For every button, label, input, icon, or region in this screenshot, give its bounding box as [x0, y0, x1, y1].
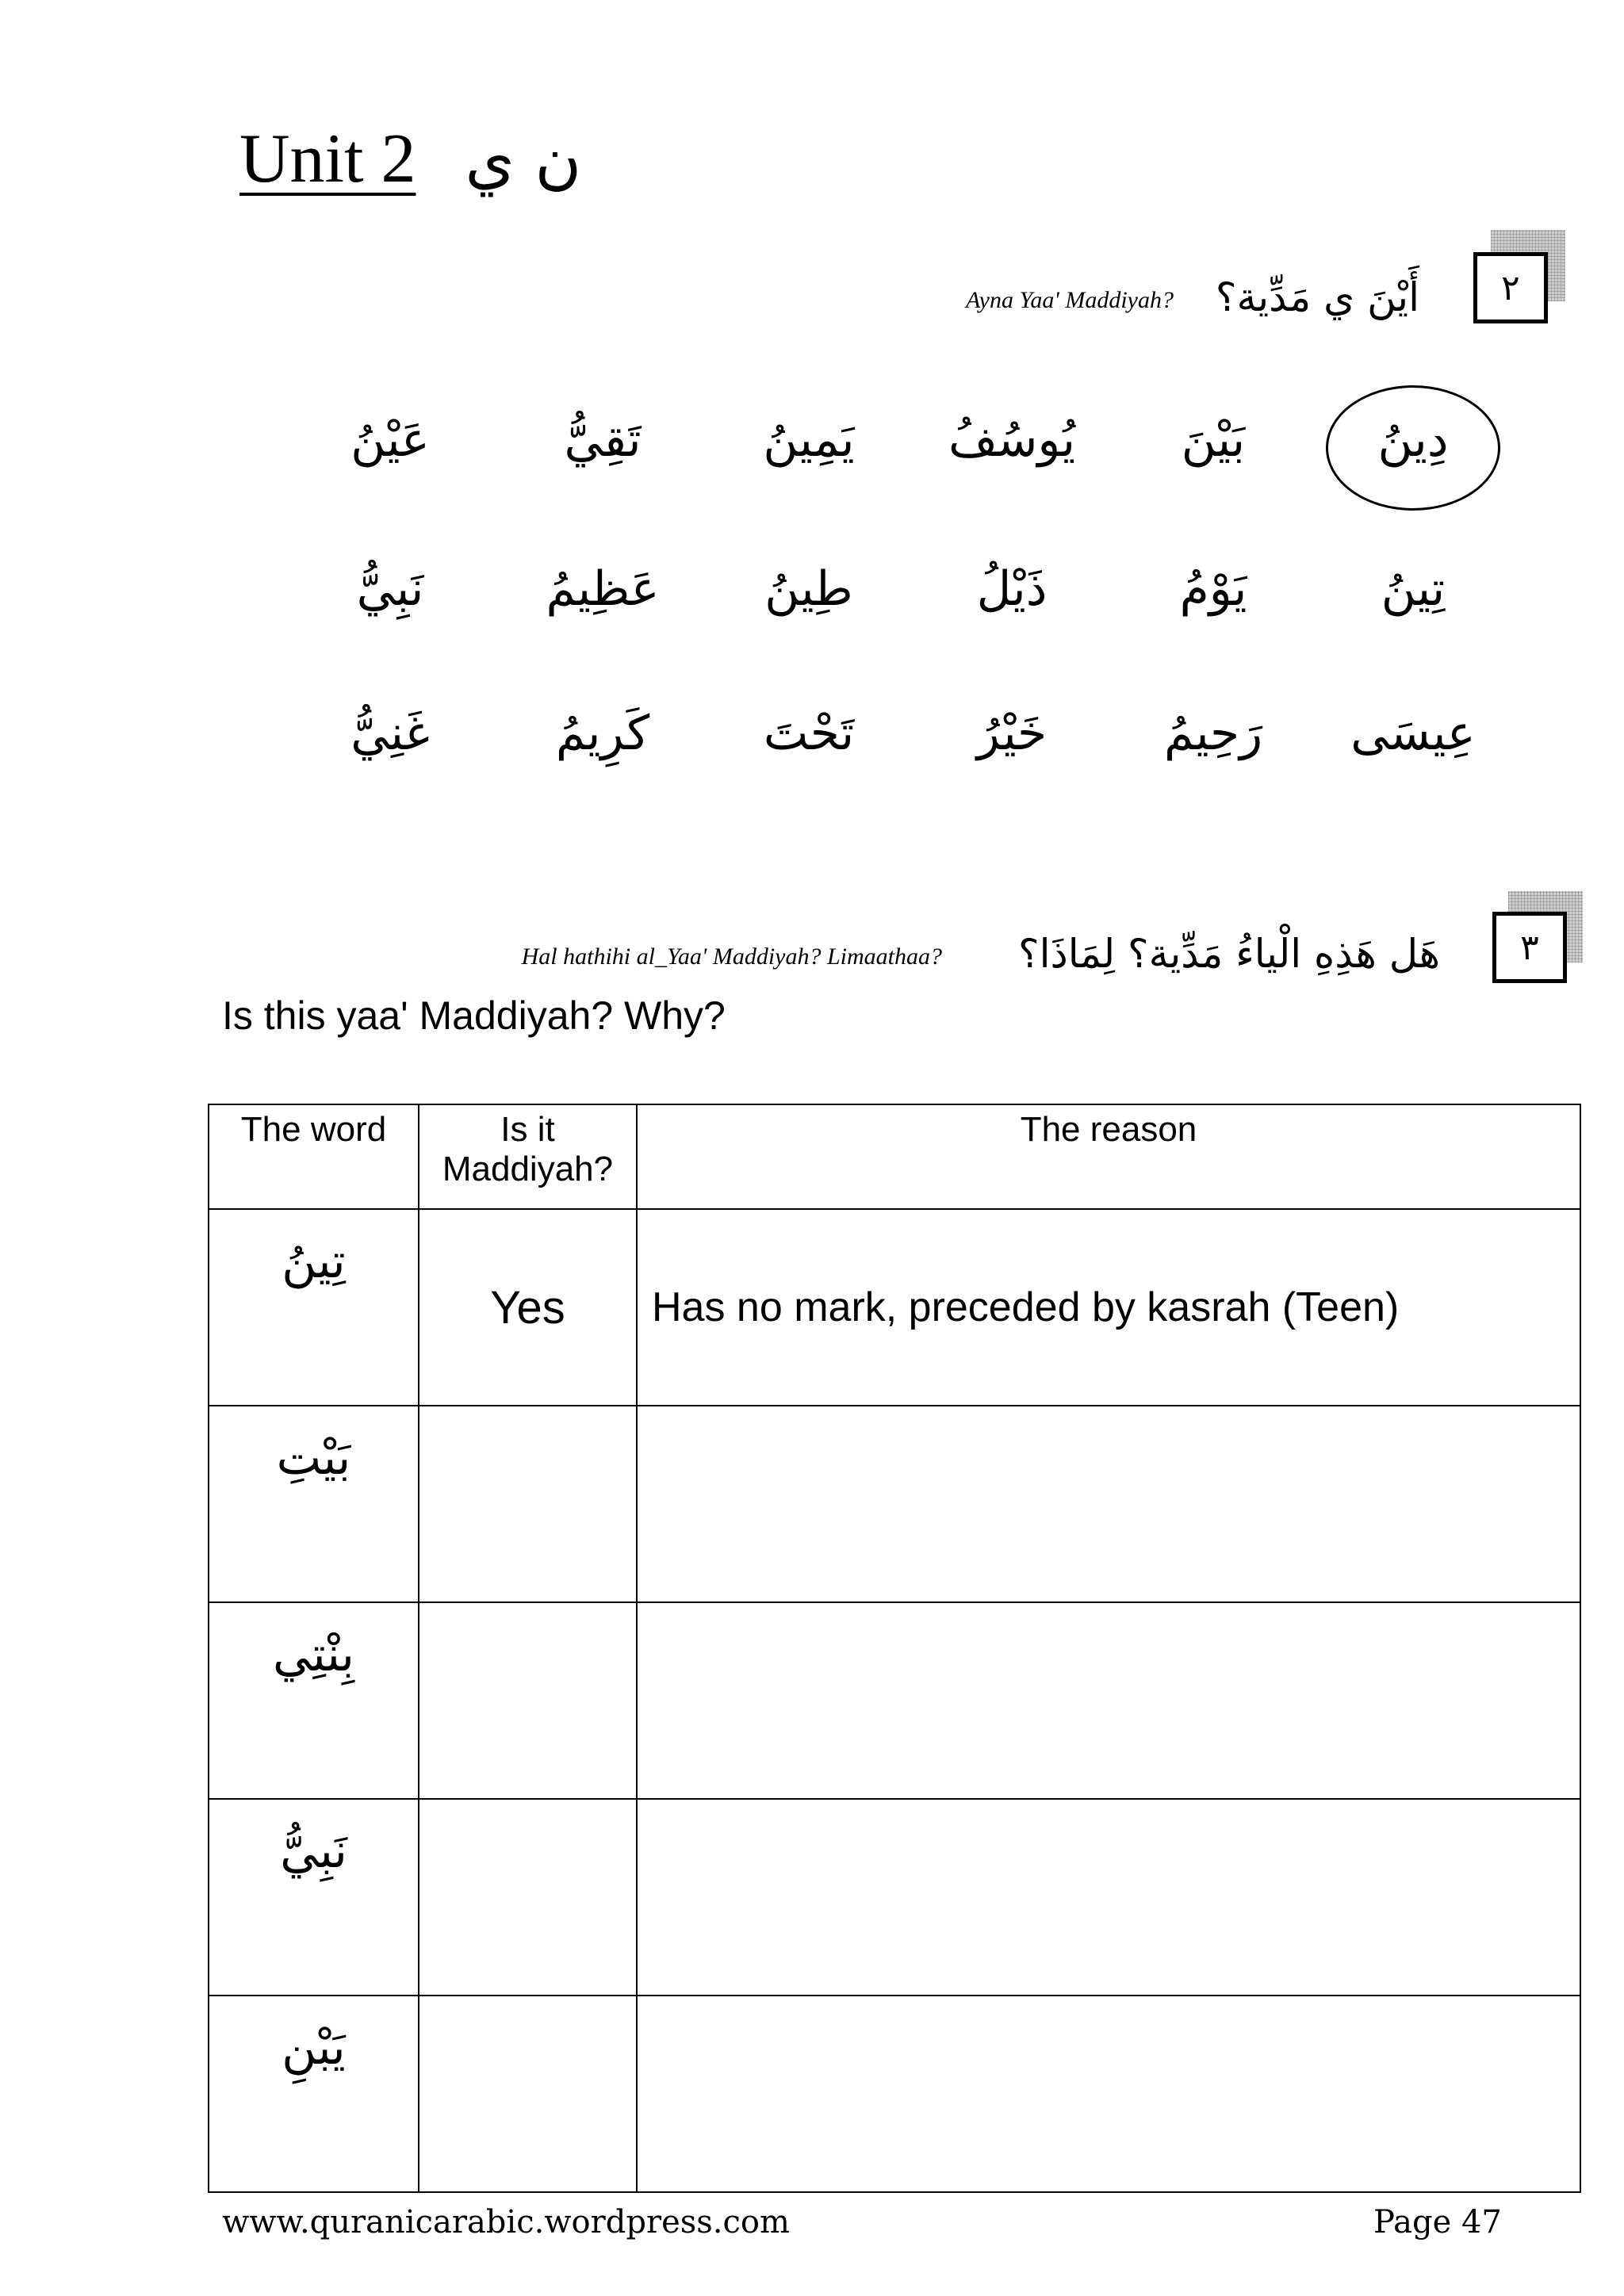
table-row: [209, 1996, 1580, 2192]
cell-maddiyah[interactable]: [419, 1799, 637, 1996]
page-title: [239, 119, 581, 199]
exercise-2-heading-arabic: أَيْنَ ي مَدِّية؟: [1215, 274, 1419, 320]
footer-website: www.quranicarabic.wordpress.com: [222, 2204, 790, 2241]
arabic-word: يَمِينُ: [763, 412, 855, 468]
exercise-2-number: ٢: [1473, 252, 1548, 323]
table-row: [209, 1406, 1580, 1602]
exercise-3-transliteration: Hal hathihi al_Yaa' Maddiyah? Limaathaa?: [521, 943, 942, 970]
cell-maddiyah[interactable]: [419, 1406, 637, 1602]
header-reason: The reason: [637, 1104, 1580, 1209]
table-header-row: [209, 1104, 1580, 1209]
arabic-word: خَيْرُ: [976, 706, 1048, 761]
header-maddiyah: Is it Maddiyah?: [419, 1104, 637, 1209]
unit-letters: ن ي: [465, 123, 582, 197]
cell-reason[interactable]: [637, 1602, 1580, 1799]
cell-word: يَبْنِ: [209, 1996, 419, 2192]
arabic-word: ذَيْلُ: [976, 561, 1048, 617]
arabic-word: عَيْنُ: [350, 412, 430, 468]
cell-reason[interactable]: [637, 1799, 1580, 1996]
footer-page-number: Page 47: [1373, 2204, 1502, 2241]
table-row: [209, 1799, 1580, 1996]
cell-reason[interactable]: [637, 1406, 1580, 1602]
cell-word: بِنْتِي: [209, 1602, 419, 1799]
arabic-word: غَنِيُّ: [350, 706, 430, 761]
arabic-word: كَرِيمُ: [555, 706, 650, 761]
arabic-word: يَوْمُ: [1179, 561, 1247, 617]
cell-reason[interactable]: [637, 1996, 1580, 2192]
unit-title: Unit 2: [239, 121, 416, 197]
arabic-word: رَحِيمُ: [1163, 706, 1263, 761]
table-row: [209, 1602, 1580, 1799]
arabic-word: بَيْنَ: [1181, 412, 1246, 468]
cell-maddiyah[interactable]: [419, 1996, 637, 2192]
maddiyah-table: [208, 1104, 1581, 2193]
cell-maddiyah[interactable]: Yes: [419, 1209, 637, 1406]
header-word: The word: [209, 1104, 419, 1209]
arabic-word: دِينُ: [1377, 412, 1449, 468]
arabic-word: طِينُ: [764, 561, 853, 617]
exercise-3-number: ٣: [1492, 912, 1567, 983]
exercise-3-question: Is this yaa' Maddiyah? Why?: [222, 993, 726, 1038]
arabic-word: نَبِيُّ: [356, 561, 424, 617]
arabic-word: تَقِيُّ: [564, 412, 642, 468]
exercise-2-transliteration: Ayna Yaa' Maddiyah?: [966, 287, 1174, 313]
cell-word: تِينُ: [209, 1209, 419, 1406]
exercise-3-heading-arabic: هَل هَذِهِ الْياءُ مَدِّية؟ لِمَاذَا؟: [1018, 931, 1440, 977]
table-row: [209, 1209, 1580, 1406]
arabic-word: عَظِيمُ: [546, 561, 660, 617]
arabic-word: عِيسَى: [1350, 706, 1476, 761]
arabic-word: تَحْتَ: [763, 706, 855, 761]
cell-maddiyah[interactable]: [419, 1602, 637, 1799]
cell-word: بَيْتِ: [209, 1406, 419, 1602]
arabic-word: تِينُ: [1381, 561, 1446, 617]
cell-word: نَبِيُّ: [209, 1799, 419, 1996]
cell-reason[interactable]: Has no mark, preceded by kasrah (Teen): [637, 1209, 1580, 1406]
arabic-word: يُوسُفُ: [948, 412, 1076, 468]
